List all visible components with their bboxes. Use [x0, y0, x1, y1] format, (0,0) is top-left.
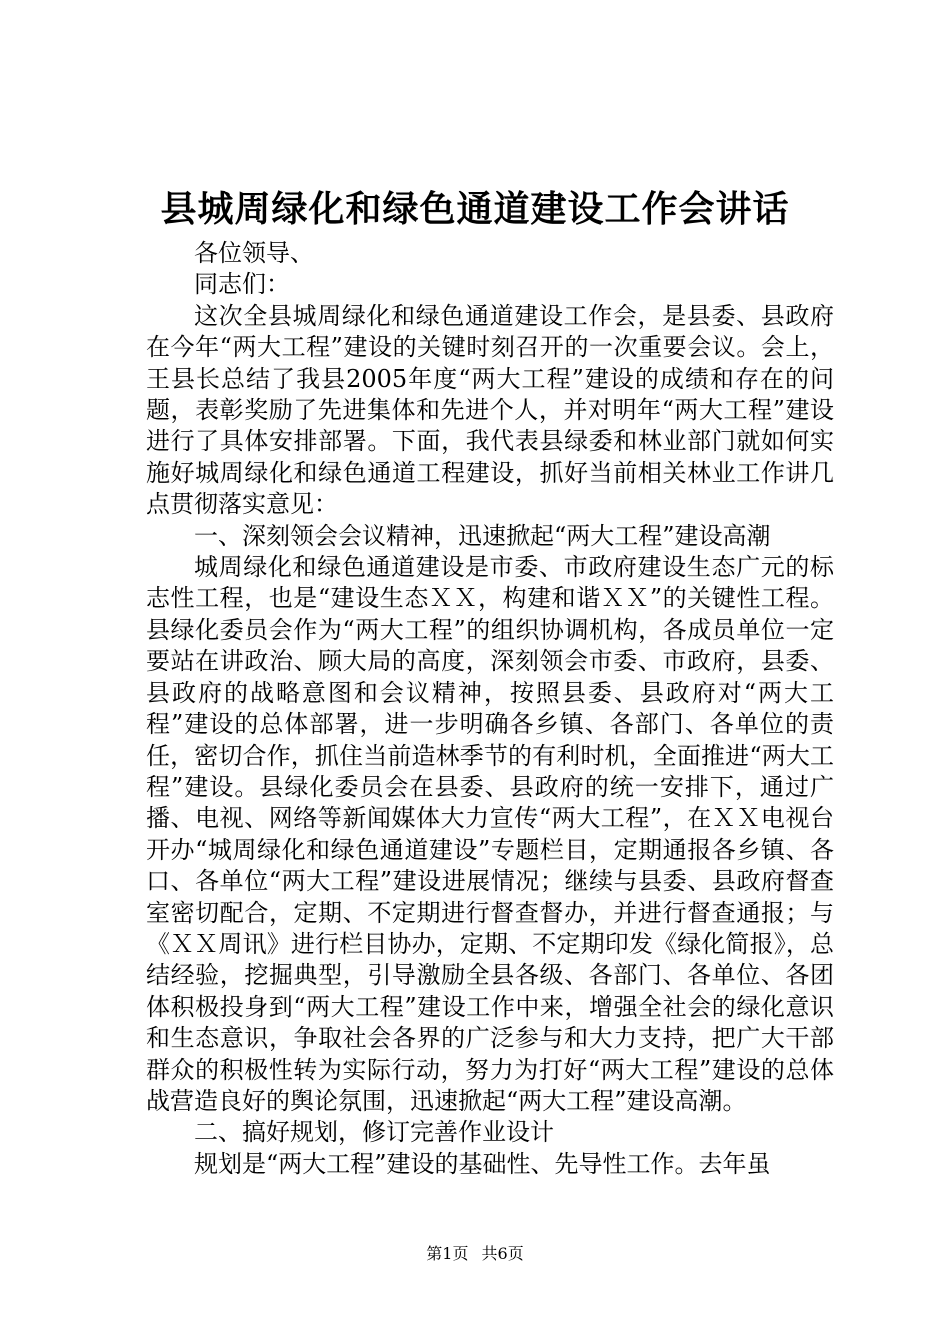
document-title: 县城周绿化和绿色通道建设工作会讲话: [160, 188, 790, 230]
section-1-paragraph: 城周绿化和绿色通道建设是市委、市政府建设生态广元的标志性工程，也是“建设生态ＸＸ，构建和谐ＸＸ”的关键性工程。县绿化委员会作为“两大工程”的组织协调机构，各成员单位一定要站在讲政治、顾大局的高度，深刻领会市委、市政府，县委、县政府的战略意图和会议精神，按照县委、县政府对“两大工程”建设的总体部署，进一步明确各乡镇、各部门、各单位的责任，密切合作，抓住当前造林季节的有利时机，全面推进“两大工程”建设。县绿化委员会在县委、县政府的统一安排下，通过广播、电视、网络等新闻媒体大力宣传“两大工程”，在ＸＸ电视台开办“城周绿化和绿色通道建设”专题栏目，定期通报各乡镇、各口、各单位“两大工程”建设进展情况；继续与县委、县政府督查室密切配合，定期、不定期进行督查督办，并进行督查通报；与《ＸＸ周讯》进行栏目协办，定期、不定期印发《绿化简报》，总结经验，挖掘典型，引导激励全县各级、各部门、各单位、各团体积极投身到“两大工程”建设工作中来，增强全社会的绿化意识和生态意识，争取社会各界的广泛参与和大力支持，把广大干部群众的积极性转为实际行动，努力为打好“两大工程”建设的总体战营造良好的舆论氛围，迅速掀起“两大工程”建设高潮。: [146, 553, 834, 1115]
page-number: 第1页: [426, 1244, 469, 1263]
document-body: [146, 238, 834, 1180]
intro-paragraph: 这次全县城周绿化和绿色通道建设工作会，是县委、县政府在今年“两大工程”建设的关键时刻召开的一次重要会议。会上，王县长总结了我县2005年度“两大工程”建设的成绩和存在的问题，表彰奖励了先进集体和先进个人，并对明年“两大工程”建设进行了具体安排部署。下面，我代表县绿委和林业部门就如何实施好城周绿化和绿色通道工程建设，抓好当前相关林业工作讲几点贯彻落实意见：: [146, 301, 834, 519]
section-heading-1: 一、深刻领会会议精神，迅速掀起“两大工程”建设高潮: [194, 521, 771, 550]
salutation-comrades: 同志们：: [194, 270, 290, 299]
salutation-leaders: 各位领导、: [194, 239, 314, 267]
page-total: 共6页: [481, 1244, 524, 1263]
section-heading-2: 二、搞好规划，修订完善作业设计: [194, 1118, 554, 1147]
page-footer: [0, 1244, 950, 1264]
section-2-paragraph: 规划是“两大工程”建设的基础性、先导性工作。去年虽: [194, 1149, 771, 1178]
